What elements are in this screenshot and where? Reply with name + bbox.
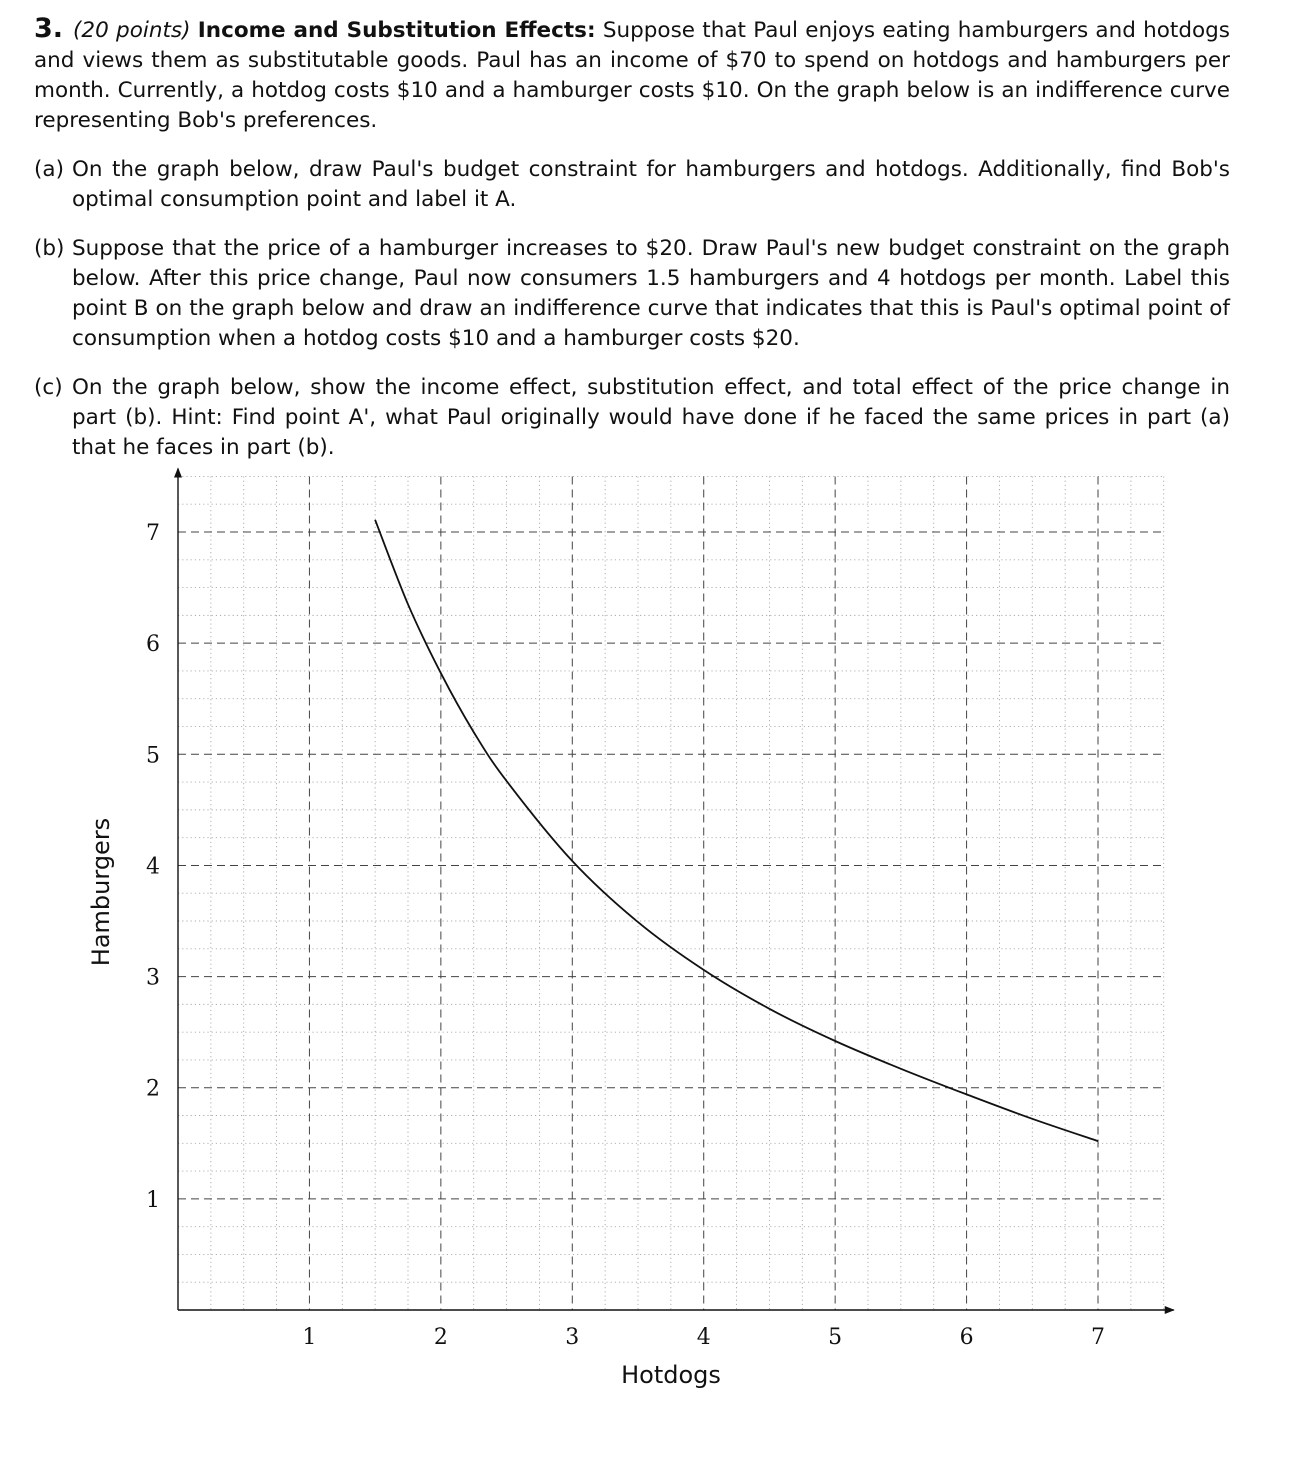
- part-a-label: (a): [34, 157, 64, 182]
- part-c-label: (c): [34, 375, 63, 400]
- y-tick-label: 1: [146, 1187, 160, 1213]
- x-tick-label: 2: [433, 1325, 448, 1350]
- problem-number: 3.: [34, 13, 64, 44]
- part-a: [34, 155, 1230, 215]
- part-c: [34, 373, 1230, 463]
- part-b-text: Suppose that the price of a hamburger increases to $20. Draw Paul's new budget constraint on the graph below. After this price change, Paul now consumers 1.5 hamburgers and 4 hotdogs per month. Label this point B on the graph below and draw an indifference curve that indicates that this is Paul's optimal point of consumption when a hotdog costs $10 and a hamburger costs $20.: [72, 236, 1230, 351]
- y-tick-label: 5: [146, 743, 160, 769]
- x-tick-label: 5: [828, 1325, 843, 1350]
- y-tick-label: 3: [146, 965, 160, 991]
- axes: [178, 468, 1174, 1310]
- problem: [34, 14, 1230, 463]
- indifference-curve-graph: [0, 460, 1290, 1420]
- x-axis-label: Hotdogs: [621, 1361, 721, 1389]
- y-tick-label: 7: [146, 521, 160, 547]
- y-tick-label: 4: [146, 854, 160, 880]
- part-b-label: (b): [34, 236, 65, 261]
- problem-points: (20 points): [73, 18, 191, 43]
- x-tick-label: 6: [959, 1325, 974, 1350]
- part-b: [34, 234, 1230, 354]
- x-tick-label: 4: [696, 1325, 711, 1350]
- minor-grid: [178, 476, 1164, 1310]
- y-axis-label: Hamburgers: [87, 817, 115, 967]
- tick-labels: [146, 521, 1105, 1350]
- problem-parts: [34, 155, 1230, 463]
- problem-title: Income and Substitution Effects:: [197, 18, 596, 43]
- y-tick-label: 6: [146, 632, 160, 658]
- part-c-text: On the graph below, show the income effect, substitution effect, and total effect of the price change in part (b). Hint: Find point A', what Paul originally would have done if he faced the same prices in part (a) that he faces in part (b).: [72, 375, 1230, 460]
- x-tick-label: 1: [302, 1325, 317, 1350]
- problem-intro: [34, 14, 1230, 136]
- part-a-text: On the graph below, draw Paul's budget constraint for hamburgers and hotdogs. Additionally, find Bob's optimal consumption point and label it A.: [72, 157, 1230, 212]
- y-tick-label: 2: [146, 1076, 160, 1102]
- x-tick-label: 3: [565, 1325, 580, 1350]
- problem-intro-text: Suppose that Paul enjoys eating hamburgers and hotdogs and views them as substitutable goods. Paul has an income of $70 to spend on hotdogs and hamburgers per month. Currently, a hotdog costs $10 and a hamburger costs $10. On the graph below is an indifference curve representing Bob's preferences.: [34, 18, 1230, 133]
- x-tick-label: 7: [1091, 1325, 1106, 1350]
